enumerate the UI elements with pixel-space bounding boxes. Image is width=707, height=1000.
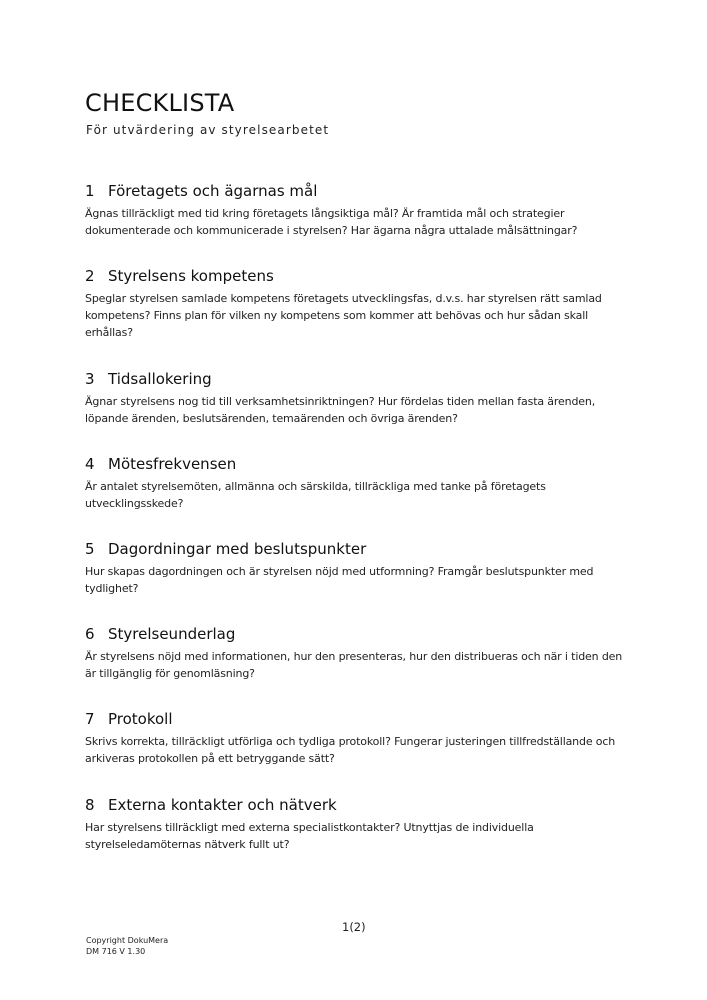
section-heading	[85, 795, 625, 815]
section-text: Har styrelsens tillräckligt med externa specialistkontakter? Utnyttjas de individuella styrelseledamöternas nätverk fullt ut?	[85, 821, 534, 851]
checklist-section	[85, 624, 625, 682]
section-title: Företagets och ägarnas mål	[108, 182, 318, 200]
checklist-section	[85, 369, 625, 427]
section-heading	[85, 266, 625, 286]
section-text: Hur skapas dagordningen och är styrelsen nöjd med utformning? Framgår beslutspunkter med tydlighet?	[85, 565, 594, 595]
document-subtitle: För utvärdering av styrelsearbetet	[86, 123, 330, 137]
section-title: Externa kontakter och nätverk	[108, 796, 337, 814]
section-text: Skrivs korrekta, tillräckligt utförliga och tydliga protokoll? Fungerar justeringen tillfredställande och arkiveras protokollen på ett betryggande sätt?	[85, 735, 616, 765]
section-text: Ägnas tillräckligt med tid kring företagets långsiktiga mål? Är framtida mål och strategier dokumenterade och kommunicerade i styrelsen? Har ägarna några uttalade målsättningar?	[85, 207, 578, 237]
section-number: 6	[85, 625, 95, 643]
section-title: Protokoll	[108, 710, 173, 728]
section-number: 2	[85, 267, 95, 285]
section-heading	[85, 539, 625, 559]
section-title: Dagordningar med beslutspunkter	[108, 540, 367, 558]
document-title: CHECKLISTA	[85, 89, 235, 117]
section-number: 4	[85, 455, 95, 473]
checklist-section	[85, 181, 625, 239]
section-heading	[85, 369, 625, 389]
checklist-section	[85, 709, 625, 767]
section-number: 5	[85, 540, 95, 558]
section-text: Är antalet styrelsemöten, allmänna och särskilda, tillräckliga med tanke på företagets utvecklingsskede?	[85, 480, 546, 510]
section-number: 7	[85, 710, 95, 728]
section-heading	[85, 624, 625, 644]
section-number: 3	[85, 370, 95, 388]
section-heading	[85, 181, 625, 201]
checklist-section	[85, 795, 625, 853]
section-number: 8	[85, 796, 95, 814]
document-code: DM 716 V 1.30	[86, 947, 146, 956]
checklist-section	[85, 454, 625, 512]
copyright-text: Copyright DokuMera	[86, 936, 169, 945]
section-title: Mötesfrekvensen	[108, 455, 237, 473]
footer	[86, 935, 168, 957]
section-title: Styrelseunderlag	[108, 625, 236, 643]
checklist-section	[85, 266, 625, 341]
section-heading	[85, 454, 625, 474]
section-heading	[85, 709, 625, 729]
section-title: Styrelsens kompetens	[108, 267, 274, 285]
checklist-section	[85, 539, 625, 597]
section-title: Tidsallokering	[108, 370, 212, 388]
page-number: 1(2)	[342, 920, 366, 934]
section-text: Är styrelsens nöjd med informationen, hur den presenteras, hur den distribueras och när i tiden den är tillgänglig för genomläsning?	[85, 650, 623, 680]
section-text: Ägnar styrelsens nog tid till verksamhetsinriktningen? Hur fördelas tiden mellan fasta ärenden, löpande ärenden, beslutsärenden, temaärenden och övriga ärenden?	[85, 395, 596, 425]
section-text: Speglar styrelsen samlade kompetens företagets utvecklingsfas, d.v.s. har styrelsen rätt samlad kompetens? Finns plan för vilken ny kompetens som kommer att behövas och hur sådan skall erhållas?	[85, 292, 602, 339]
section-number: 1	[85, 182, 95, 200]
